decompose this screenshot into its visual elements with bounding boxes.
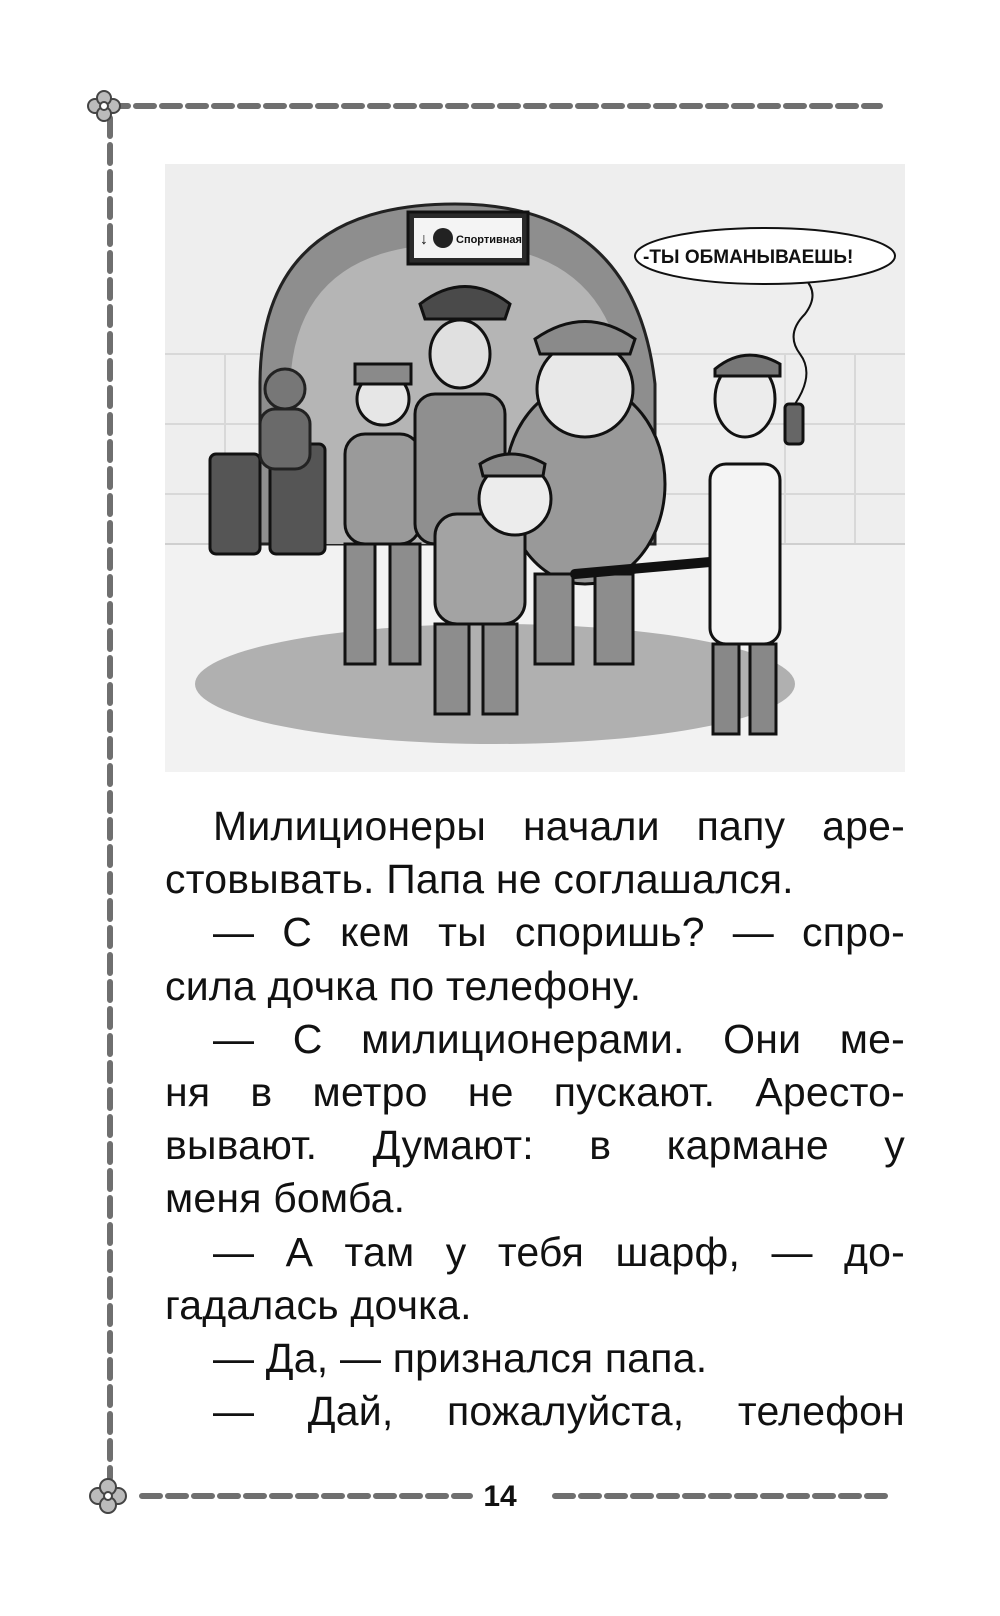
text-line: ня в метро не пускают. Аресто- bbox=[165, 1068, 905, 1115]
text-line: Милиционеры начали папу аре- bbox=[213, 803, 905, 849]
text-line: вывают. Думают: в кармане у bbox=[165, 1122, 905, 1169]
metro-arrow-icon: ↓ bbox=[420, 231, 428, 248]
text-line: — Дай, пожалуйста, телефон bbox=[213, 1388, 905, 1435]
phone-icon bbox=[785, 404, 803, 444]
speech-bubble bbox=[635, 228, 895, 284]
story-text bbox=[165, 800, 905, 1438]
text-line: — А там у тебя шарф, — до- bbox=[213, 1228, 905, 1275]
phone-squiggle bbox=[794, 279, 813, 404]
metro-sign bbox=[408, 212, 528, 264]
metro-sign-text: Спортивная bbox=[456, 234, 522, 246]
text-line: — С милиционерами. Они ме- bbox=[213, 1015, 905, 1062]
page-number: 14 bbox=[483, 1480, 517, 1513]
text-line: сила дочка по телефону. bbox=[165, 962, 642, 1009]
text-line: гадалась дочка. bbox=[165, 1281, 472, 1328]
station-attendant bbox=[260, 369, 310, 469]
flower-icon bbox=[88, 91, 120, 121]
metro-logo-icon bbox=[433, 228, 453, 248]
text-line: — Да, — признался папа. bbox=[213, 1334, 708, 1381]
illustration bbox=[165, 164, 905, 772]
speech-bubble-text: -ТЫ ОБМАНЫВАЕШЬ! bbox=[643, 247, 854, 268]
text-line: — С кем ты споришь? — спро- bbox=[213, 909, 905, 956]
text-line: стовывать. Папа не соглашался. bbox=[165, 856, 794, 903]
text-line: меня бомба. bbox=[165, 1175, 406, 1222]
flower-icon bbox=[90, 1479, 126, 1513]
